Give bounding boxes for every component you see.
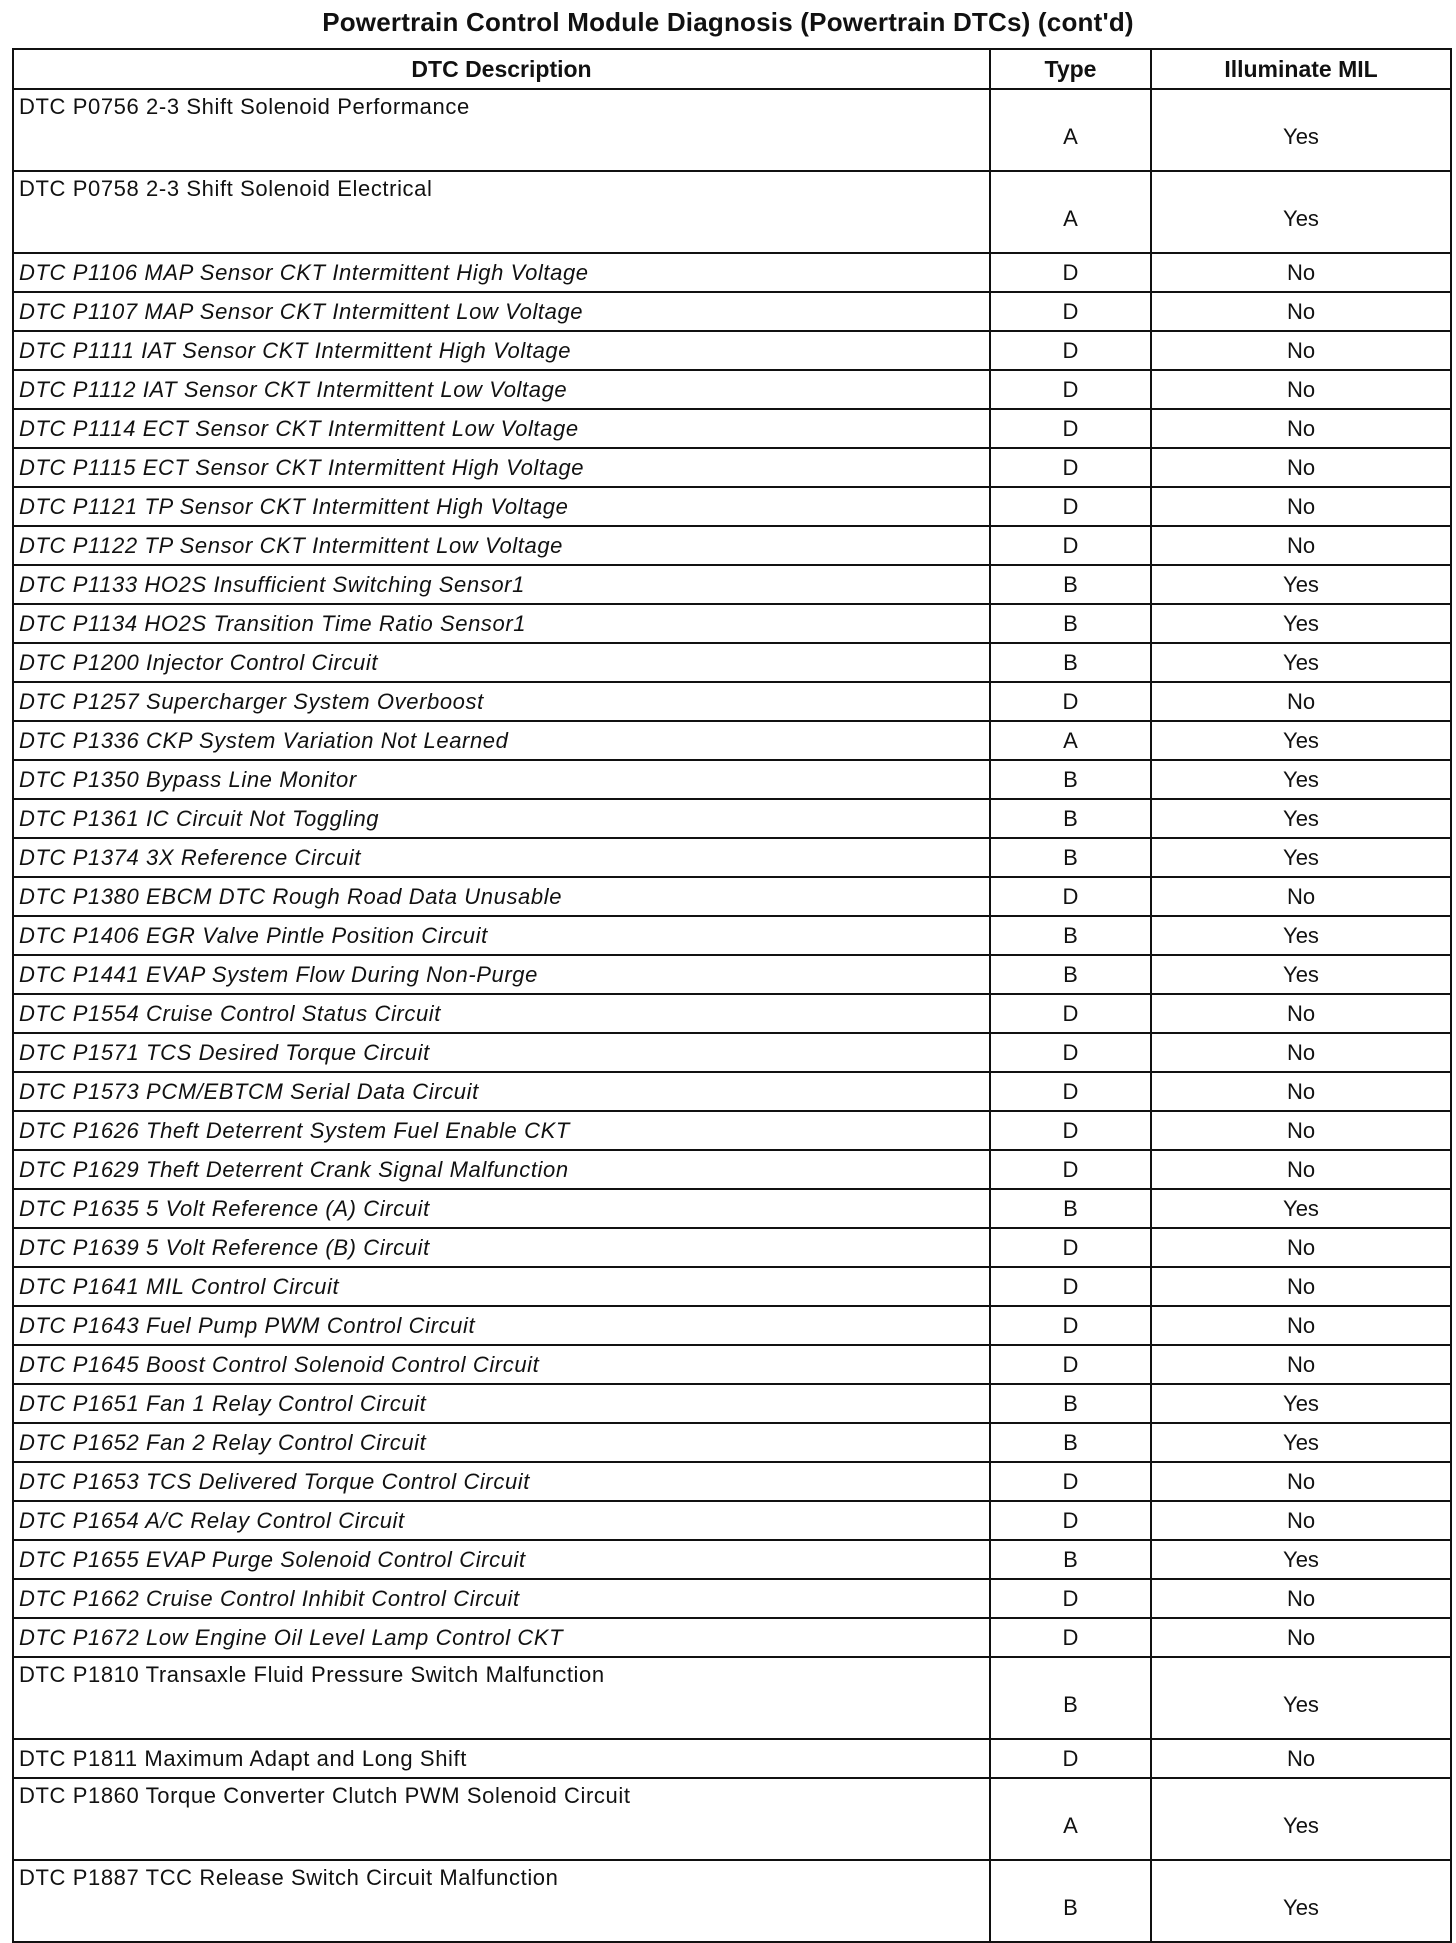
illuminate-mil-cell: No xyxy=(1151,409,1451,448)
dtc-type-cell: B xyxy=(990,643,1151,682)
table-row xyxy=(13,838,1451,877)
dtc-type-cell: D xyxy=(990,1739,1151,1778)
dtc-description-cell: DTC P1573 PCM/EBTCM Serial Data Circuit xyxy=(13,1072,990,1111)
table-row xyxy=(13,253,1451,292)
dtc-description-cell: DTC P1571 TCS Desired Torque Circuit xyxy=(13,1033,990,1072)
dtc-description-cell: DTC P1810 Transaxle Fluid Pressure Switch Malfunction xyxy=(13,1657,990,1739)
dtc-type-cell: B xyxy=(990,1189,1151,1228)
dtc-type-cell: D xyxy=(990,331,1151,370)
table-row xyxy=(13,1072,1451,1111)
dtc-description-cell: DTC P1257 Supercharger System Overboost xyxy=(13,682,990,721)
dtc-description-cell: DTC P1114 ECT Sensor CKT Intermittent Low Voltage xyxy=(13,409,990,448)
illuminate-mil-cell: Yes xyxy=(1151,1778,1451,1860)
dtc-description-cell: DTC P1672 Low Engine Oil Level Lamp Control CKT xyxy=(13,1618,990,1657)
dtc-type-cell: D xyxy=(990,292,1151,331)
table-row xyxy=(13,955,1451,994)
illuminate-mil-cell: No xyxy=(1151,292,1451,331)
dtc-description-cell: DTC P1629 Theft Deterrent Crank Signal Malfunction xyxy=(13,1150,990,1189)
dtc-type-cell: D xyxy=(990,1306,1151,1345)
dtc-description-cell: DTC P1361 IC Circuit Not Toggling xyxy=(13,799,990,838)
illuminate-mil-cell: No xyxy=(1151,877,1451,916)
dtc-description-cell: DTC P1121 TP Sensor CKT Intermittent High Voltage xyxy=(13,487,990,526)
dtc-type-cell: D xyxy=(990,1345,1151,1384)
dtc-type-cell: B xyxy=(990,799,1151,838)
dtc-description-cell: DTC P1106 MAP Sensor CKT Intermittent High Voltage xyxy=(13,253,990,292)
illuminate-mil-cell: Yes xyxy=(1151,1189,1451,1228)
illuminate-mil-cell: No xyxy=(1151,448,1451,487)
illuminate-mil-cell: Yes xyxy=(1151,1657,1451,1739)
dtc-type-cell: D xyxy=(990,682,1151,721)
dtc-table xyxy=(12,48,1452,1943)
dtc-description-cell: DTC P1652 Fan 2 Relay Control Circuit xyxy=(13,1423,990,1462)
illuminate-mil-cell: Yes xyxy=(1151,1423,1451,1462)
dtc-description-cell: DTC P1200 Injector Control Circuit xyxy=(13,643,990,682)
dtc-description-cell: DTC P1635 5 Volt Reference (A) Circuit xyxy=(13,1189,990,1228)
table-row xyxy=(13,89,1451,171)
table-row xyxy=(13,171,1451,253)
dtc-type-cell: D xyxy=(990,1579,1151,1618)
table-row xyxy=(13,1501,1451,1540)
illuminate-mil-cell: Yes xyxy=(1151,1384,1451,1423)
illuminate-mil-cell: No xyxy=(1151,994,1451,1033)
dtc-description-cell: DTC P1654 A/C Relay Control Circuit xyxy=(13,1501,990,1540)
dtc-type-cell: A xyxy=(990,171,1151,253)
page-title: Powertrain Control Module Diagnosis (Powertrain DTCs) (cont'd) xyxy=(322,7,1134,37)
dtc-description-cell: DTC P1133 HO2S Insufficient Switching Sensor1 xyxy=(13,565,990,604)
dtc-description-cell: DTC P0756 2-3 Shift Solenoid Performance xyxy=(13,89,990,171)
illuminate-mil-cell: No xyxy=(1151,370,1451,409)
illuminate-mil-cell: No xyxy=(1151,1033,1451,1072)
illuminate-mil-cell: No xyxy=(1151,1462,1451,1501)
illuminate-mil-cell: No xyxy=(1151,1579,1451,1618)
dtc-description-cell: DTC P1651 Fan 1 Relay Control Circuit xyxy=(13,1384,990,1423)
dtc-description-cell: DTC P1554 Cruise Control Status Circuit xyxy=(13,994,990,1033)
table-row xyxy=(13,1618,1451,1657)
table-row xyxy=(13,1462,1451,1501)
table-row xyxy=(13,331,1451,370)
dtc-type-cell: B xyxy=(990,1540,1151,1579)
dtc-description-cell: DTC P1374 3X Reference Circuit xyxy=(13,838,990,877)
dtc-type-cell: D xyxy=(990,1150,1151,1189)
illuminate-mil-cell: No xyxy=(1151,1150,1451,1189)
table-row xyxy=(13,1384,1451,1423)
illuminate-mil-cell: Yes xyxy=(1151,955,1451,994)
table-row xyxy=(13,1657,1451,1739)
dtc-type-cell: A xyxy=(990,721,1151,760)
dtc-description-cell: DTC P0758 2-3 Shift Solenoid Electrical xyxy=(13,171,990,253)
illuminate-mil-cell: Yes xyxy=(1151,89,1451,171)
dtc-description-cell: DTC P1112 IAT Sensor CKT Intermittent Low Voltage xyxy=(13,370,990,409)
dtc-type-cell: D xyxy=(990,1033,1151,1072)
dtc-description-cell: DTC P1350 Bypass Line Monitor xyxy=(13,760,990,799)
dtc-description-cell: DTC P1115 ECT Sensor CKT Intermittent High Voltage xyxy=(13,448,990,487)
dtc-type-cell: A xyxy=(990,1778,1151,1860)
dtc-type-cell: D xyxy=(990,253,1151,292)
column-header-description: DTC Description xyxy=(13,49,990,89)
table-row xyxy=(13,721,1451,760)
illuminate-mil-cell: No xyxy=(1151,1618,1451,1657)
illuminate-mil-cell: No xyxy=(1151,1228,1451,1267)
table-row xyxy=(13,409,1451,448)
dtc-description-cell: DTC P1380 EBCM DTC Rough Road Data Unusable xyxy=(13,877,990,916)
illuminate-mil-cell: No xyxy=(1151,1345,1451,1384)
dtc-type-cell: B xyxy=(990,916,1151,955)
table-row xyxy=(13,1267,1451,1306)
dtc-type-cell: D xyxy=(990,1267,1151,1306)
dtc-description-cell: DTC P1811 Maximum Adapt and Long Shift xyxy=(13,1739,990,1778)
illuminate-mil-cell: No xyxy=(1151,487,1451,526)
illuminate-mil-cell: Yes xyxy=(1151,916,1451,955)
table-body xyxy=(13,89,1451,1942)
column-header-illuminate-mil: Illuminate MIL xyxy=(1151,49,1451,89)
dtc-description-cell: DTC P1653 TCS Delivered Torque Control Circuit xyxy=(13,1462,990,1501)
dtc-type-cell: B xyxy=(990,955,1151,994)
dtc-type-cell: D xyxy=(990,1501,1151,1540)
dtc-type-cell: B xyxy=(990,1657,1151,1739)
dtc-type-cell: D xyxy=(990,994,1151,1033)
illuminate-mil-cell: Yes xyxy=(1151,565,1451,604)
table-row xyxy=(13,1540,1451,1579)
dtc-type-cell: D xyxy=(990,487,1151,526)
table-row xyxy=(13,487,1451,526)
dtc-type-cell: B xyxy=(990,565,1151,604)
illuminate-mil-cell: Yes xyxy=(1151,799,1451,838)
illuminate-mil-cell: Yes xyxy=(1151,1860,1451,1942)
table-row xyxy=(13,1150,1451,1189)
table-row xyxy=(13,877,1451,916)
table-row xyxy=(13,448,1451,487)
illuminate-mil-cell: No xyxy=(1151,1072,1451,1111)
table-header-row xyxy=(13,49,1451,89)
dtc-type-cell: D xyxy=(990,1111,1151,1150)
illuminate-mil-cell: Yes xyxy=(1151,760,1451,799)
dtc-type-cell: B xyxy=(990,1860,1151,1942)
table-row xyxy=(13,1423,1451,1462)
dtc-description-cell: DTC P1122 TP Sensor CKT Intermittent Low Voltage xyxy=(13,526,990,565)
dtc-description-cell: DTC P1406 EGR Valve Pintle Position Circuit xyxy=(13,916,990,955)
table-row xyxy=(13,916,1451,955)
table-row xyxy=(13,799,1451,838)
dtc-type-cell: A xyxy=(990,89,1151,171)
illuminate-mil-cell: No xyxy=(1151,1739,1451,1778)
dtc-description-cell: DTC P1887 TCC Release Switch Circuit Malfunction xyxy=(13,1860,990,1942)
illuminate-mil-cell: No xyxy=(1151,253,1451,292)
table-row xyxy=(13,994,1451,1033)
dtc-type-cell: D xyxy=(990,1618,1151,1657)
dtc-type-cell: D xyxy=(990,526,1151,565)
illuminate-mil-cell: Yes xyxy=(1151,643,1451,682)
table-row xyxy=(13,1033,1451,1072)
dtc-type-cell: D xyxy=(990,1462,1151,1501)
illuminate-mil-cell: No xyxy=(1151,1111,1451,1150)
dtc-description-cell: DTC P1662 Cruise Control Inhibit Control Circuit xyxy=(13,1579,990,1618)
dtc-type-cell: D xyxy=(990,877,1151,916)
table-row xyxy=(13,1778,1451,1860)
dtc-description-cell: DTC P1441 EVAP System Flow During Non-Purge xyxy=(13,955,990,994)
table-row xyxy=(13,760,1451,799)
illuminate-mil-cell: No xyxy=(1151,331,1451,370)
table-row xyxy=(13,1306,1451,1345)
dtc-type-cell: D xyxy=(990,370,1151,409)
table-row xyxy=(13,604,1451,643)
illuminate-mil-cell: No xyxy=(1151,682,1451,721)
table-row xyxy=(13,643,1451,682)
table-row xyxy=(13,1228,1451,1267)
table-row xyxy=(13,565,1451,604)
dtc-type-cell: B xyxy=(990,1423,1151,1462)
dtc-description-cell: DTC P1641 MIL Control Circuit xyxy=(13,1267,990,1306)
table-row xyxy=(13,1345,1451,1384)
illuminate-mil-cell: Yes xyxy=(1151,1540,1451,1579)
table-row xyxy=(13,1860,1451,1942)
table-row xyxy=(13,1189,1451,1228)
dtc-description-cell: DTC P1860 Torque Converter Clutch PWM Solenoid Circuit xyxy=(13,1778,990,1860)
dtc-type-cell: D xyxy=(990,1072,1151,1111)
illuminate-mil-cell: Yes xyxy=(1151,171,1451,253)
table-row xyxy=(13,370,1451,409)
table-row xyxy=(13,526,1451,565)
illuminate-mil-cell: Yes xyxy=(1151,838,1451,877)
illuminate-mil-cell: No xyxy=(1151,1306,1451,1345)
illuminate-mil-cell: No xyxy=(1151,1267,1451,1306)
table-row xyxy=(13,1739,1451,1778)
dtc-type-cell: D xyxy=(990,409,1151,448)
dtc-description-cell: DTC P1655 EVAP Purge Solenoid Control Circuit xyxy=(13,1540,990,1579)
dtc-description-cell: DTC P1626 Theft Deterrent System Fuel Enable CKT xyxy=(13,1111,990,1150)
dtc-description-cell: DTC P1111 IAT Sensor CKT Intermittent High Voltage xyxy=(13,331,990,370)
column-header-type: Type xyxy=(990,49,1151,89)
dtc-type-cell: D xyxy=(990,1228,1151,1267)
dtc-description-cell: DTC P1643 Fuel Pump PWM Control Circuit xyxy=(13,1306,990,1345)
dtc-type-cell: B xyxy=(990,604,1151,643)
illuminate-mil-cell: Yes xyxy=(1151,721,1451,760)
illuminate-mil-cell: No xyxy=(1151,526,1451,565)
dtc-description-cell: DTC P1134 HO2S Transition Time Ratio Sensor1 xyxy=(13,604,990,643)
illuminate-mil-cell: Yes xyxy=(1151,604,1451,643)
table-row xyxy=(13,292,1451,331)
table-row xyxy=(13,682,1451,721)
dtc-type-cell: B xyxy=(990,760,1151,799)
dtc-description-cell: DTC P1336 CKP System Variation Not Learned xyxy=(13,721,990,760)
table-row xyxy=(13,1579,1451,1618)
dtc-description-cell: DTC P1645 Boost Control Solenoid Control Circuit xyxy=(13,1345,990,1384)
dtc-type-cell: D xyxy=(990,448,1151,487)
illuminate-mil-cell: No xyxy=(1151,1501,1451,1540)
dtc-type-cell: B xyxy=(990,1384,1151,1423)
table-row xyxy=(13,1111,1451,1150)
dtc-description-cell: DTC P1107 MAP Sensor CKT Intermittent Low Voltage xyxy=(13,292,990,331)
dtc-type-cell: B xyxy=(990,838,1151,877)
dtc-description-cell: DTC P1639 5 Volt Reference (B) Circuit xyxy=(13,1228,990,1267)
